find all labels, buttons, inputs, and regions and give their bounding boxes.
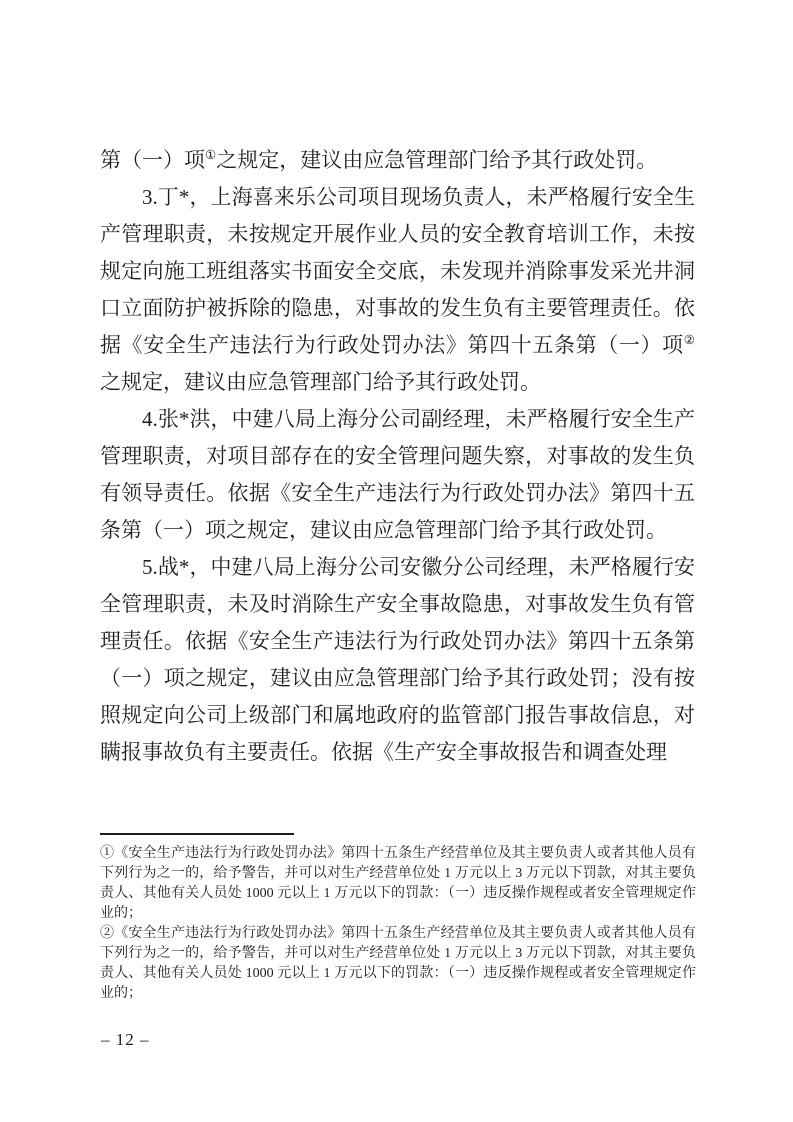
body-paragraph (100, 401, 695, 549)
page-number: – 12 – (101, 1030, 150, 1049)
footnote-separator (100, 833, 294, 835)
body-paragraph (100, 179, 695, 401)
footnotes-section (100, 844, 696, 1004)
body-text-segment: 第（一）项 (100, 148, 205, 172)
footnote-reference-marker: ① (205, 148, 217, 162)
footnote-text: 《安全生产违法行为行政处罚办法》第四十五条生产经营单位及其主要负责人或者其他人员有下列行为之一的，给予警告，并可以对生产经营单位处 1 万元以上 3 万元以下罚款，对其主要负责人、其他有关人员处 1000 元以上 1 万元以下的罚款：（一）违反操作规程或者安全管理规定作业的； (100, 926, 697, 1001)
body-text-segment: 3.丁*，上海喜来乐公司项目现场负责人，未严格履行安全生产管理职责，未按规定开展作业人员的安全教育培训工作，未按规定向施工班组落实书面安全交底，未发现并消除事发采光井洞口立面防护被拆除的隐患，对事故的发生负有主要管理责任。依据《安全生产违法行为行政处罚办法》第四十五条第（一）项 (100, 185, 695, 357)
body-text-segment: 5.战*，中建八局上海分公司安徽分公司经理，未严格履行安全管理职责，未及时消除生产安全事故隐患，对事故发生负有管理责任。依据《安全生产违法行为行政处罚办法》第四十五条第（一）项之规定，建议由应急管理部门给予其行政处罚；没有按照规定向公司上级部门和属地政府的监管部门报告事故信息，对瞒报事故负有主要责任。依据《生产安全事故报告和调查处理 (100, 555, 695, 764)
footnote-text: 《安全生产违法行为行政处罚办法》第四十五条生产经营单位及其主要负责人或者其他人员有下列行为之一的，给予警告，并可以对生产经营单位处 1 万元以上 3 万元以下罚款，对其主要负责人、其他有关人员处 1000 元以上 1 万元以下的罚款：（一）违反操作规程或者安全管理规定作业的； (100, 846, 697, 921)
body-text-segment: 之规定，建议由应急管理部门给予其行政处罚。 (100, 370, 541, 394)
document-body (100, 142, 695, 771)
footnote (100, 844, 696, 924)
footnote-marker: ① (100, 846, 115, 861)
body-text-segment: 4.张*洪，中建八局上海分公司副经理，未严格履行安全生产管理职责，对项目部存在的安全管理问题失察，对事故的发生负有领导责任。依据《安全生产违法行为行政处罚办法》第四十五条第（一）项之规定，建议由应急管理部门给予其行政处罚。 (100, 407, 695, 542)
footnote-reference-marker: ② (683, 333, 695, 347)
footnote (100, 924, 696, 1004)
body-paragraph (100, 549, 695, 771)
body-text-segment: 之规定，建议由应急管理部门给予其行政处罚。 (216, 148, 658, 172)
body-paragraph (100, 142, 695, 179)
footnote-marker: ② (100, 926, 115, 941)
